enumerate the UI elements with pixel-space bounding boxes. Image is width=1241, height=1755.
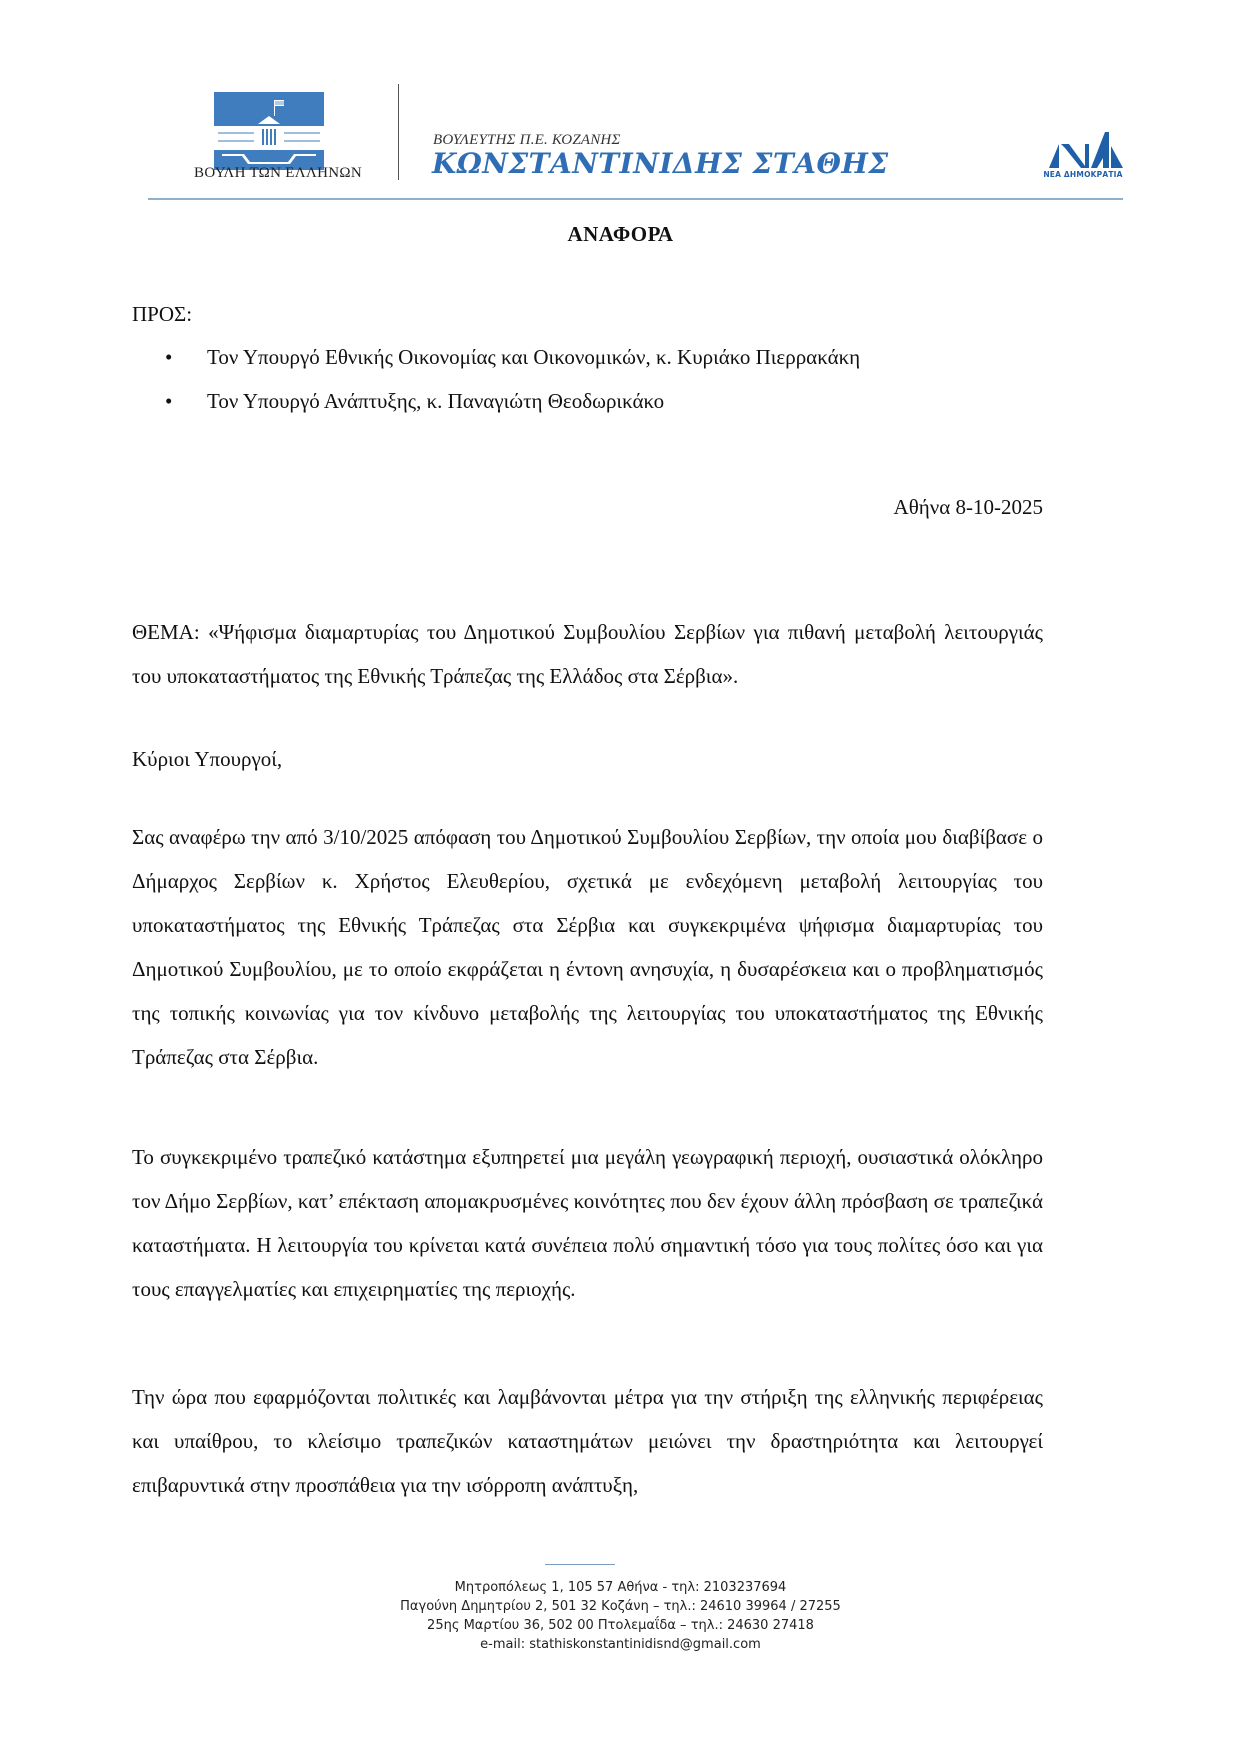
document-date: Αθήνα 8-10-2025 xyxy=(893,495,1043,519)
header-divider xyxy=(398,84,399,180)
bullet-icon: • xyxy=(165,389,173,413)
footer-rule xyxy=(545,1564,615,1565)
to-label: ΠΡΟΣ: xyxy=(132,302,193,326)
footer-contact xyxy=(0,1578,1241,1654)
paragraph: Σας αναφέρω την από 3/10/2025 απόφαση του Δημοτικού Συμβουλίου Σερβίων, την οποία μου διαβίβασε ο Δήμαρχος Σερβίων κ. Χρήστος Ελευθερίου, σχετικά με ενδεχόμενη μεταβολή λειτουργίας του υποκαταστήματος της Εθνικής Τράπεζας στα Σέρβια και συγκεκριμένα ψήφισμα διαμαρτυρίας του Δημοτικού Συμβουλίου, με το οποίο εκφράζεται η έντονη ανησυχία, η δυσαρέσκεια και ο προβληματισμός της τοπικής κοινωνίας για τον κίνδυνο μεταβολής της λειτουργίας του υποκαταστήματος της Εθνικής Τράπεζας στα Σέρβια. xyxy=(132,825,1043,1069)
letterhead xyxy=(148,80,1128,195)
recipient: Τον Υπουργό Εθνικής Οικονομίας και Οικονομικών, κ. Κυριάκο Πιερρακάκη xyxy=(207,345,861,369)
header-rule xyxy=(148,198,1123,200)
parliament-building-icon xyxy=(214,92,324,170)
subject: ΘΕΜΑ: «Ψήφισμα διαμαρτυρίας του Δημοτικού Συμβουλίου Σερβίων για πιθανή μεταβολή λειτουργιάς του υποκαταστήματος της Εθνικής Τράπεζας της Ελλάδος στα Σέρβια». xyxy=(132,620,1043,688)
salutation: Κύριοι Υπουργοί, xyxy=(132,747,283,771)
party-name: ΝΕΑ ΔΗΜΟΚΡΑΤΙΑ xyxy=(1043,170,1123,179)
document-title: ΑΝΑΦΟΡΑ xyxy=(567,222,674,246)
paragraph: Το συγκεκριμένο τραπεζικό κατάστημα εξυπηρετεί μια μεγάλη γεωγραφική περιοχή, ουσιαστικά ολόκληρο τον Δήμο Σερβίων, κατ’ επέκταση απομακρυσμένες κοινότητες που δεν έχουν άλλη πρόσβαση σε τραπεζικά καταστήματα. Η λειτουργία του κρίνεται κατά συνέπεια πολύ σημαντική τόσο για τους πολίτες όσο και για τους επαγγελματίες και επιχειρηματίες της περιοχής. xyxy=(132,1145,1043,1301)
list-item xyxy=(165,379,860,423)
mp-subtitle: ΒΟΥΛΕΥΤΗΣ Π.Ε. ΚΟΖΑΝΗΣ xyxy=(433,132,621,148)
footer-address-ptolemaida: 25ης Μαρτίου 36, 502 00 Πτολεμαΐδα – τηλ.: 24630 27418 xyxy=(427,1618,814,1633)
footer-email[interactable]: e-mail: stathiskonstantinidisnd@gmail.com xyxy=(480,1637,761,1652)
mp-name: ΚΩΝΣΤΑΝΤΙΝΙΔΗΣ ΣΤΑΘΗΣ xyxy=(432,147,889,180)
recipient-list xyxy=(165,335,860,423)
footer-address-kozani: Παγούνη Δημητρίου 2, 501 32 Κοζάνη – τηλ.: 24610 39964 / 27255 xyxy=(400,1599,841,1614)
bullet-icon: • xyxy=(165,345,173,369)
list-item xyxy=(165,335,860,379)
footer-address-athens: Μητροπόλεως 1, 105 57 Αθήνα - τηλ: 2103237694 xyxy=(454,1580,787,1595)
parliament-name: ΒΟΥΛΗ ΤΩΝ ΕΛΛΗΝΩΝ xyxy=(194,165,362,181)
recipient: Τον Υπουργό Ανάπτυξης, κ. Παναγιώτη Θεοδωρικάκο xyxy=(207,389,665,413)
paragraph: Την ώρα που εφαρμόζονται πολιτικές και λαμβάνονται μέτρα για την στήριξη της ελληνικής περιφέρειας και υπαίθρου, το κλείσιμο τραπεζικών καταστημάτων μειώνει την δραστηριότητα και λειτουργεί επιβαρυντικά στην προσπάθεια για την ισόρροπη ανάπτυξη, xyxy=(132,1385,1043,1497)
